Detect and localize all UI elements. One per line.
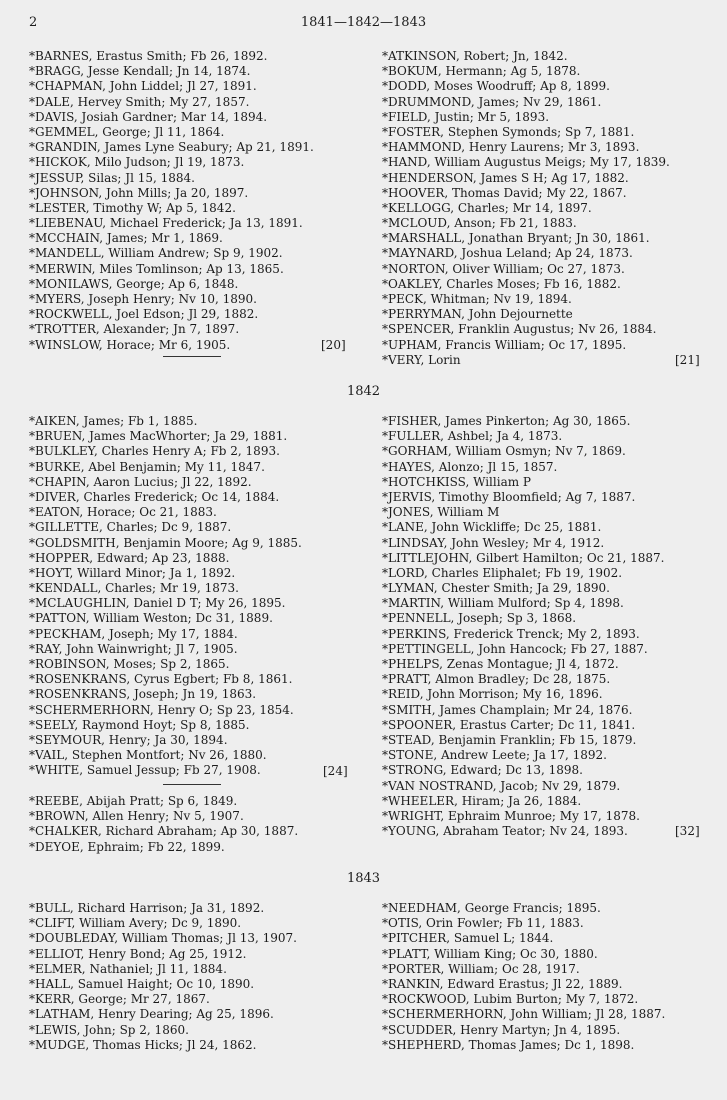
graduate-entry: *PERRYMAN, John Dejournette xyxy=(382,307,573,322)
graduate-entry: *LESTER, Timothy W; Ap 5, 1842. xyxy=(29,200,236,215)
graduate-entry: *HOPPER, Edward; Ap 23, 1888. xyxy=(29,550,230,565)
graduate-entry: *MYERS, Joseph Henry; Nv 10, 1890. xyxy=(29,292,257,306)
graduate-entry: *HOOVER, Thomas David; My 22, 1867. xyxy=(382,185,627,200)
count-1842-right: [32] xyxy=(675,824,700,838)
graduate-entry: *GEMMEL, George; Jl 11, 1864. xyxy=(29,124,225,139)
graduate-entry: *SCHERMERHORN, John William; Jl 28, 1887. xyxy=(382,1007,666,1022)
section-divider-1841 xyxy=(163,356,221,357)
graduate-entry: *DOUBLEDAY, William Thomas; Jl 13, 1907. xyxy=(29,931,297,946)
graduate-entry: *BULL, Richard Harrison; Ja 31, 1892. xyxy=(29,901,265,915)
graduate-entry: *GORHAM, William Osmyn; Nv 7, 1869. xyxy=(382,444,626,459)
graduate-entry: *PERKINS, Frederick Trenck; My 2, 1893. xyxy=(382,626,640,641)
class-1843-left-column xyxy=(29,901,297,1053)
year-heading-1843: 1843 xyxy=(346,871,381,886)
graduate-entry: *LITTLEJOHN, Gilbert Hamilton; Oc 21, 1887. xyxy=(382,550,665,565)
graduate-entry: *HICKOK, Milo Judson; Jl 19, 1873. xyxy=(29,155,245,170)
graduate-entry: *TROTTER, Alexander; Jn 7, 1897. xyxy=(29,322,240,337)
graduate-entry: *VERY, Lorin xyxy=(382,352,461,367)
graduate-entry: *WHEELER, Hiram; Ja 26, 1884. xyxy=(382,793,582,808)
graduate-entry: *CHAPIN, Aaron Lucius; Jl 22, 1892. xyxy=(29,474,252,489)
graduate-entry: *MCLAUGHLIN, Daniel D T; My 26, 1895. xyxy=(29,596,286,611)
graduate-entry: *BOKUM, Hermann; Ag 5, 1878. xyxy=(382,64,581,79)
count-1841-left: [20] xyxy=(321,338,346,352)
graduate-entry: *CHAPMAN, John Liddel; Jl 27, 1891. xyxy=(29,79,257,94)
graduate-entry: *FOSTER, Stephen Symonds; Sp 7, 1881. xyxy=(382,124,635,139)
graduate-entry: *GILLETTE, Charles; Dc 9, 1887. xyxy=(29,520,232,535)
graduate-entry: *SCUDDER, Henry Martyn; Jn 4, 1895. xyxy=(382,1022,621,1037)
graduate-entry: *FISHER, James Pinkerton; Ag 30, 1865. xyxy=(382,414,631,428)
graduate-entry: *ELLIOT, Henry Bond; Ag 25, 1912. xyxy=(29,946,247,961)
graduate-entry: *BULKLEY, Charles Henry A; Fb 2, 1893. xyxy=(29,444,280,459)
graduate-entry: *ROCKWELL, Joel Edson; Jl 29, 1882. xyxy=(29,307,259,322)
graduate-entry: *DODD, Moses Woodruff; Ap 8, 1899. xyxy=(382,79,610,94)
graduate-entry: *GOLDSMITH, Benjamin Moore; Ag 9, 1885. xyxy=(29,535,302,550)
graduate-entry: *MAYNARD, Joshua Leland; Ap 24, 1873. xyxy=(382,246,633,261)
graduate-entry: *JESSUP, Silas; Jl 15, 1884. xyxy=(29,170,195,185)
graduate-entry: *PORTER, William; Oc 28, 1917. xyxy=(382,961,580,976)
graduate-entry: *WRIGHT, Ephraim Munroe; My 17, 1878. xyxy=(382,808,640,823)
graduate-entry: *KERR, George; Mr 27, 1867. xyxy=(29,992,210,1007)
graduate-entry: *ROSENKRANS, Joseph; Jn 19, 1863. xyxy=(29,687,257,702)
graduate-entry: *MARTIN, William Mulford; Sp 4, 1898. xyxy=(382,596,624,611)
graduate-entry: *HAMMOND, Henry Laurens; Mr 3, 1893. xyxy=(382,140,640,155)
graduate-entry: *ELMER, Nathaniel; Jl 11, 1884. xyxy=(29,961,227,976)
graduate-entry: *SHEPHERD, Thomas James; Dc 1, 1898. xyxy=(382,1037,635,1052)
graduate-entry: *PATTON, William Weston; Dc 31, 1889. xyxy=(29,611,273,626)
graduate-entry: *LIEBENAU, Michael Frederick; Ja 13, 1891. xyxy=(29,216,303,231)
graduate-entry: *MONILAWS, George; Ap 6, 1848. xyxy=(29,276,239,291)
class-1842-left-extra-column xyxy=(29,794,298,855)
class-1843-right-column xyxy=(382,901,665,1053)
section-divider-1842 xyxy=(163,784,221,785)
year-heading-1842: 1842 xyxy=(346,384,381,399)
graduate-entry: *REID, John Morrison; My 16, 1896. xyxy=(382,687,603,702)
graduate-entry: *ROBINSON, Moses; Sp 2, 1865. xyxy=(29,657,230,671)
graduate-entry: *CHALKER, Richard Abraham; Ap 30, 1887. xyxy=(29,824,299,839)
graduate-entry: *MCCHAIN, James; Mr 1, 1869. xyxy=(29,231,223,246)
graduate-entry: *KENDALL, Charles; Mr 19, 1873. xyxy=(29,581,239,596)
graduate-entry: *MCLOUD, Anson; Fb 21, 1883. xyxy=(382,216,577,231)
graduate-entry: *MANDELL, William Andrew; Sp 9, 1902. xyxy=(29,246,283,261)
graduate-entry: *PECK, Whitman; Nv 19, 1894. xyxy=(382,292,572,306)
graduate-entry: *PHELPS, Zenas Montague; Jl 4, 1872. xyxy=(382,657,619,671)
graduate-entry: *HOTCHKISS, William P xyxy=(382,474,531,489)
graduate-entry: *REEBE, Abijah Pratt; Sp 6, 1849. xyxy=(29,794,238,808)
graduate-entry: *ROCKWOOD, Lubim Burton; My 7, 1872. xyxy=(382,992,639,1007)
graduate-entry: *MUDGE, Thomas Hicks; Jl 24, 1862. xyxy=(29,1037,257,1052)
graduate-entry: *LINDSAY, John Wesley; Mr 4, 1912. xyxy=(382,535,605,550)
graduate-entry: *JERVIS, Timothy Bloomfield; Ag 7, 1887. xyxy=(382,489,636,504)
graduate-entry: *VAIL, Stephen Montfort; Nv 26, 1880. xyxy=(29,748,267,763)
graduate-entry: *DEYOE, Ephraim; Fb 22, 1899. xyxy=(29,839,225,854)
graduate-entry: *DAVIS, Josiah Gardner; Mar 14, 1894. xyxy=(29,109,268,124)
graduate-entry: *RAY, John Wainwright; Jl 7, 1905. xyxy=(29,641,238,656)
graduate-entry: *LORD, Charles Eliphalet; Fb 19, 1902. xyxy=(382,565,623,580)
graduate-entry: *RANKIN, Edward Erastus; Jl 22, 1889. xyxy=(382,976,623,991)
graduate-entry: *LATHAM, Henry Dearing; Ag 25, 1896. xyxy=(29,1007,274,1022)
graduate-entry: *LEWIS, John; Sp 2, 1860. xyxy=(29,1022,189,1037)
graduate-entry: *SCHERMERHORN, Henry O; Sp 23, 1854. xyxy=(29,702,294,717)
class-1842-right-column xyxy=(382,414,665,839)
page-number: 2 xyxy=(29,15,38,30)
graduate-entry: *FULLER, Ashbel; Ja 4, 1873. xyxy=(382,429,563,444)
graduate-entry: *ATKINSON, Robert; Jn, 1842. xyxy=(382,49,568,63)
graduate-entry: *DALE, Hervey Smith; My 27, 1857. xyxy=(29,94,250,109)
graduate-entry: *HENDERSON, James S H; Ag 17, 1882. xyxy=(382,170,629,185)
graduate-entry: *SMITH, James Champlain; Mr 24, 1876. xyxy=(382,702,633,717)
graduate-entry: *SPOONER, Erastus Carter; Dc 11, 1841. xyxy=(382,717,636,732)
graduate-entry: *NORTON, Oliver William; Oc 27, 1873. xyxy=(382,261,625,276)
graduate-entry: *PENNELL, Joseph; Sp 3, 1868. xyxy=(382,611,577,626)
graduate-entry: *CLIFT, William Avery; Dc 9, 1890. xyxy=(29,916,242,931)
graduate-entry: *STONE, Andrew Leete; Ja 17, 1892. xyxy=(382,748,607,763)
graduate-entry: *PITCHER, Samuel L; 1844. xyxy=(382,931,554,946)
graduate-entry: *AIKEN, James; Fb 1, 1885. xyxy=(29,414,198,428)
graduate-entry: *STEAD, Benjamin Franklin; Fb 15, 1879. xyxy=(382,732,637,747)
graduate-entry: *HALL, Samuel Haight; Oc 10, 1890. xyxy=(29,976,255,991)
graduate-entry: *BARNES, Erastus Smith; Fb 26, 1892. xyxy=(29,49,268,63)
graduate-entry: *BURKE, Abel Benjamin; My 11, 1847. xyxy=(29,459,265,474)
graduate-entry: *MARSHALL, Jonathan Bryant; Jn 30, 1861. xyxy=(382,231,650,246)
graduate-entry: *JONES, William M xyxy=(382,505,500,520)
class-1841-right-column xyxy=(382,49,670,368)
graduate-entry: *KELLOGG, Charles; Mr 14, 1897. xyxy=(382,200,592,215)
graduate-entry: *PETTINGELL, John Hancock; Fb 27, 1887. xyxy=(382,641,648,656)
graduate-entry: *EATON, Horace; Oc 21, 1883. xyxy=(29,505,217,520)
graduate-entry: *JOHNSON, John Mills; Ja 20, 1897. xyxy=(29,185,249,200)
graduate-entry: *LYMAN, Chester Smith; Ja 29, 1890. xyxy=(382,581,610,596)
graduate-entry: *PLATT, William King; Oc 30, 1880. xyxy=(382,946,598,961)
graduate-entry: *BRUEN, James MacWhorter; Ja 29, 1881. xyxy=(29,429,288,444)
class-1841-left-column xyxy=(29,49,314,353)
graduate-entry: *MERWIN, Miles Tomlinson; Ap 13, 1865. xyxy=(29,261,284,276)
graduate-entry: *UPHAM, Francis William; Oc 17, 1895. xyxy=(382,337,627,352)
graduate-entry: *HAYES, Alonzo; Jl 15, 1857. xyxy=(382,459,558,474)
graduate-entry: *PECKHAM, Joseph; My 17, 1884. xyxy=(29,626,238,641)
graduate-entry: *PRATT, Almon Bradley; Dc 28, 1875. xyxy=(382,672,611,687)
graduate-entry: *FIELD, Justin; Mr 5, 1893. xyxy=(382,109,550,124)
page-header: 1841—1842—1843 xyxy=(300,15,427,30)
graduate-entry: *DIVER, Charles Frederick; Oc 14, 1884. xyxy=(29,489,280,504)
graduate-entry: *LANE, John Wickliffe; Dc 25, 1881. xyxy=(382,520,602,535)
graduate-entry: *GRANDIN, James Lyne Seabury; Ap 21, 1891. xyxy=(29,140,314,155)
graduate-entry: *OAKLEY, Charles Moses; Fb 16, 1882. xyxy=(382,276,621,291)
graduate-entry: *HOYT, Willard Minor; Ja 1, 1892. xyxy=(29,565,236,580)
graduate-entry: *SPENCER, Franklin Augustus; Nv 26, 1884. xyxy=(382,322,657,337)
graduate-entry: *WHITE, Samuel Jessup; Fb 27, 1908. xyxy=(29,763,261,778)
graduate-entry: *OTIS, Orin Fowler; Fb 11, 1883. xyxy=(382,916,584,931)
graduate-entry: *DRUMMOND, James; Nv 29, 1861. xyxy=(382,94,602,109)
count-1842-left: [24] xyxy=(323,764,348,778)
graduate-entry: *NEEDHAM, George Francis; 1895. xyxy=(382,901,601,915)
graduate-entry: *ROSENKRANS, Cyrus Egbert; Fb 8, 1861. xyxy=(29,672,293,687)
count-1841-right: [21] xyxy=(675,353,700,367)
graduate-entry: *HAND, William Augustus Meigs; My 17, 1839. xyxy=(382,155,670,170)
class-1842-left-column xyxy=(29,414,302,779)
graduate-entry: *STRONG, Edward; Dc 13, 1898. xyxy=(382,763,583,778)
graduate-entry: *WINSLOW, Horace; Mr 6, 1905. xyxy=(29,337,231,352)
graduate-entry: *VAN NOSTRAND, Jacob; Nv 29, 1879. xyxy=(382,778,621,793)
graduate-entry: *SEELY, Raymond Hoyt; Sp 8, 1885. xyxy=(29,717,250,732)
graduate-entry: *BRAGG, Jesse Kendall; Jn 14, 1874. xyxy=(29,64,251,79)
graduate-entry: *SEYMOUR, Henry; Ja 30, 1894. xyxy=(29,732,228,747)
graduate-entry: *YOUNG, Abraham Teator; Nv 24, 1893. xyxy=(382,824,628,839)
graduate-entry: *BROWN, Allen Henry; Nv 5, 1907. xyxy=(29,809,244,824)
